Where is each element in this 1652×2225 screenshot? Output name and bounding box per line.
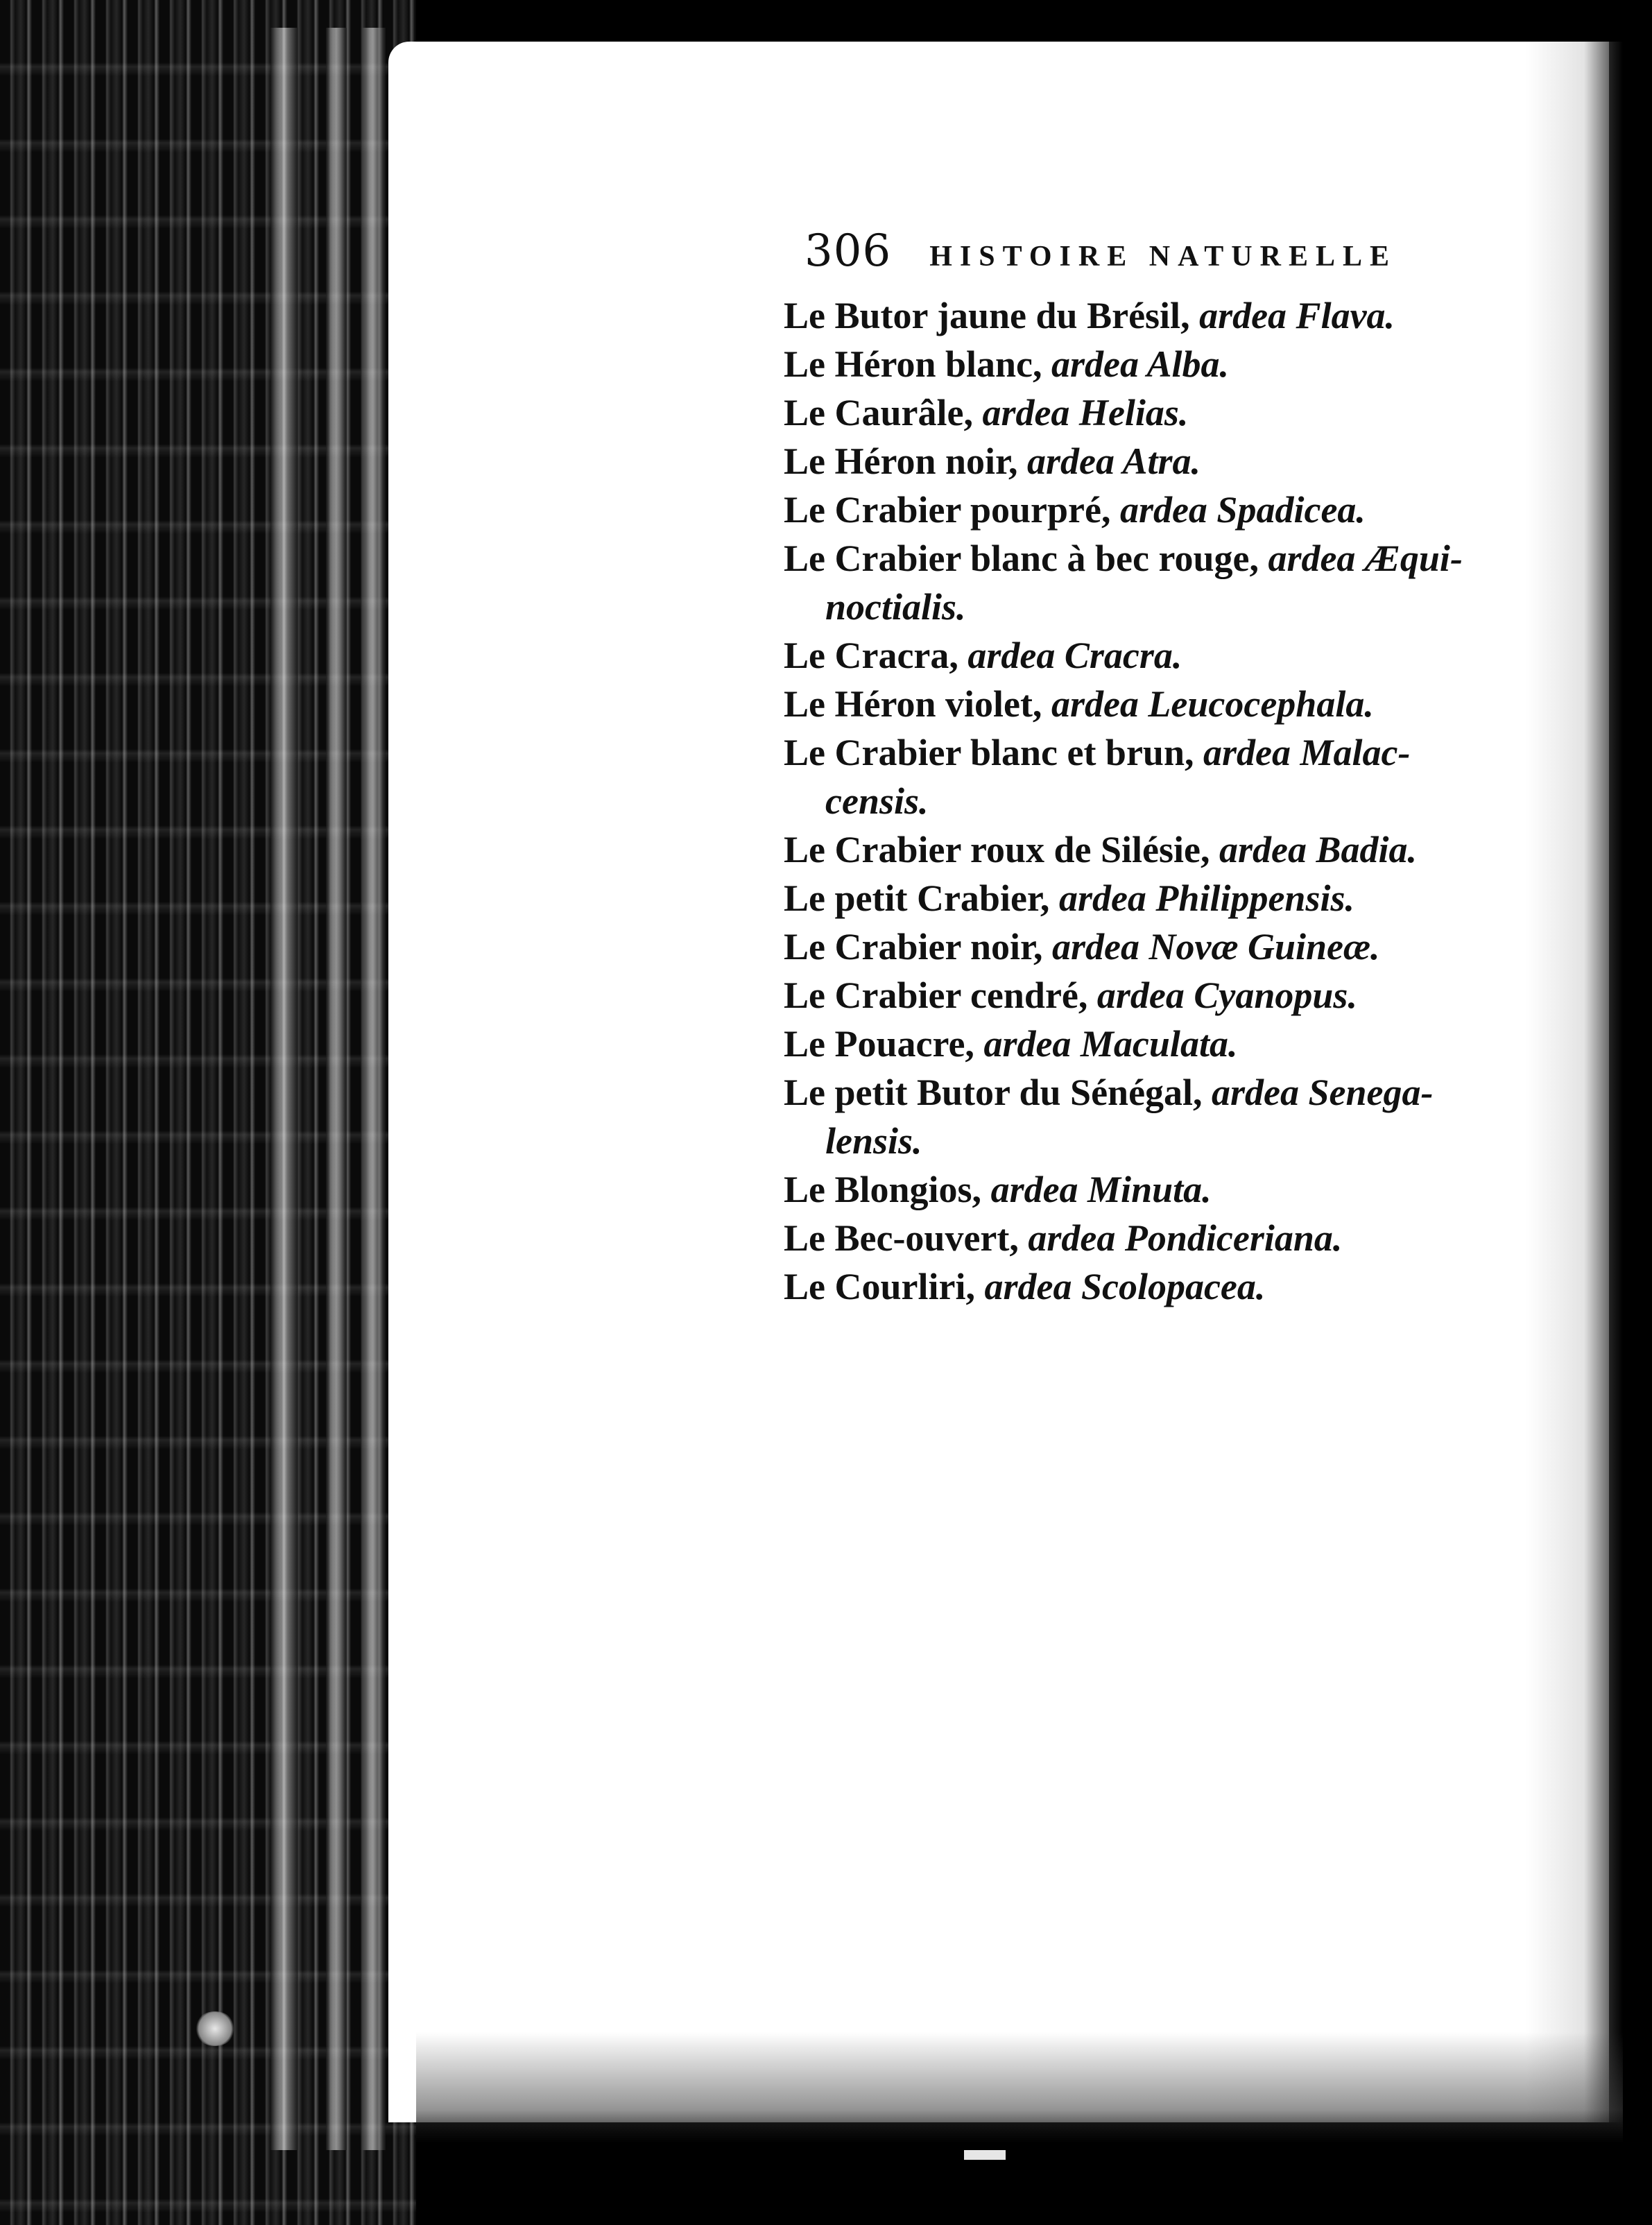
common-name: Le petit Crabier, xyxy=(784,877,1050,919)
common-name: Le Courliri, xyxy=(784,1266,975,1307)
latin-name: ardea Novæ Guineæ. xyxy=(1052,926,1380,968)
list-item xyxy=(784,534,1595,583)
common-name: Le Crabier cendré, xyxy=(784,974,1088,1016)
list-item xyxy=(784,340,1595,388)
list-item xyxy=(784,437,1595,486)
running-title: HISTOIRE NATURELLE xyxy=(929,241,1397,273)
latin-name: noctialis. xyxy=(825,586,966,628)
latin-name: ardea Malac- xyxy=(1203,732,1411,773)
latin-name: lensis. xyxy=(825,1120,922,1162)
latin-name: ardea Minuta. xyxy=(990,1169,1212,1210)
latin-name: ardea Leucocephala. xyxy=(1051,683,1374,725)
page-shadow-bottom xyxy=(416,2032,1623,2143)
latin-name: ardea Flava. xyxy=(1199,295,1395,336)
latin-name: ardea Cracra. xyxy=(967,635,1182,676)
list-item xyxy=(784,1068,1595,1117)
latin-name: censis. xyxy=(825,780,929,822)
list-item xyxy=(784,486,1595,534)
list-item xyxy=(784,971,1595,1020)
paper-stain xyxy=(194,2011,236,2046)
list-item xyxy=(784,291,1595,340)
latin-name: ardea Maculata. xyxy=(983,1023,1238,1065)
list-item xyxy=(784,1214,1595,1262)
list-item xyxy=(784,1262,1595,1311)
common-name: Le Caurâle, xyxy=(784,392,973,433)
page-number: 306 xyxy=(805,225,892,277)
scan-mark xyxy=(964,2150,1006,2160)
list-item xyxy=(784,728,1595,777)
latin-name: ardea Alba. xyxy=(1051,343,1230,385)
list-item xyxy=(784,874,1595,922)
latin-name: ardea Helias. xyxy=(982,392,1189,433)
common-name: Le Crabier pourpré, xyxy=(784,489,1111,531)
list-item xyxy=(784,825,1595,874)
common-name: Le Cracra, xyxy=(784,635,958,676)
species-list xyxy=(784,291,1595,1311)
common-name: Le petit Butor du Sénégal, xyxy=(784,1072,1203,1113)
common-name: Le Blongios, xyxy=(784,1169,982,1210)
common-name: Le Crabier blanc à bec rouge, xyxy=(784,538,1259,579)
common-name: Le Héron violet, xyxy=(784,683,1042,725)
list-item xyxy=(784,388,1595,437)
page-edge xyxy=(270,28,298,2150)
common-name: Le Crabier roux de Silésie, xyxy=(784,829,1210,870)
list-item-continuation xyxy=(784,1117,1595,1165)
common-name: Le Crabier blanc et brun, xyxy=(784,732,1194,773)
common-name: Le Butor jaune du Brésil, xyxy=(784,295,1190,336)
page-edge xyxy=(326,28,347,2150)
common-name: Le Pouacre, xyxy=(784,1023,974,1065)
list-item-continuation xyxy=(784,777,1595,825)
common-name: Le Bec-ouvert, xyxy=(784,1217,1019,1259)
list-item xyxy=(784,1165,1595,1214)
list-item xyxy=(784,631,1595,680)
latin-name: ardea Senega- xyxy=(1212,1072,1434,1113)
list-item xyxy=(784,922,1595,971)
list-item xyxy=(784,1020,1595,1068)
common-name: Le Crabier noir, xyxy=(784,926,1043,968)
latin-name: ardea Æqui- xyxy=(1268,538,1463,579)
page-header xyxy=(805,225,1397,277)
list-item-continuation xyxy=(784,583,1595,631)
latin-name: ardea Badia. xyxy=(1219,829,1417,870)
common-name: Le Héron noir, xyxy=(784,440,1018,482)
page-edge xyxy=(361,28,386,2150)
latin-name: ardea Atra. xyxy=(1027,440,1201,482)
gutter-texture xyxy=(0,0,416,2225)
latin-name: ardea Pondiceriana. xyxy=(1028,1217,1343,1259)
latin-name: ardea Scolopacea. xyxy=(984,1266,1266,1307)
common-name: Le Héron blanc, xyxy=(784,343,1042,385)
list-item xyxy=(784,680,1595,728)
latin-name: ardea Spadicea. xyxy=(1119,489,1366,531)
latin-name: ardea Cyanopus. xyxy=(1096,974,1357,1016)
latin-name: ardea Philippensis. xyxy=(1058,877,1354,919)
